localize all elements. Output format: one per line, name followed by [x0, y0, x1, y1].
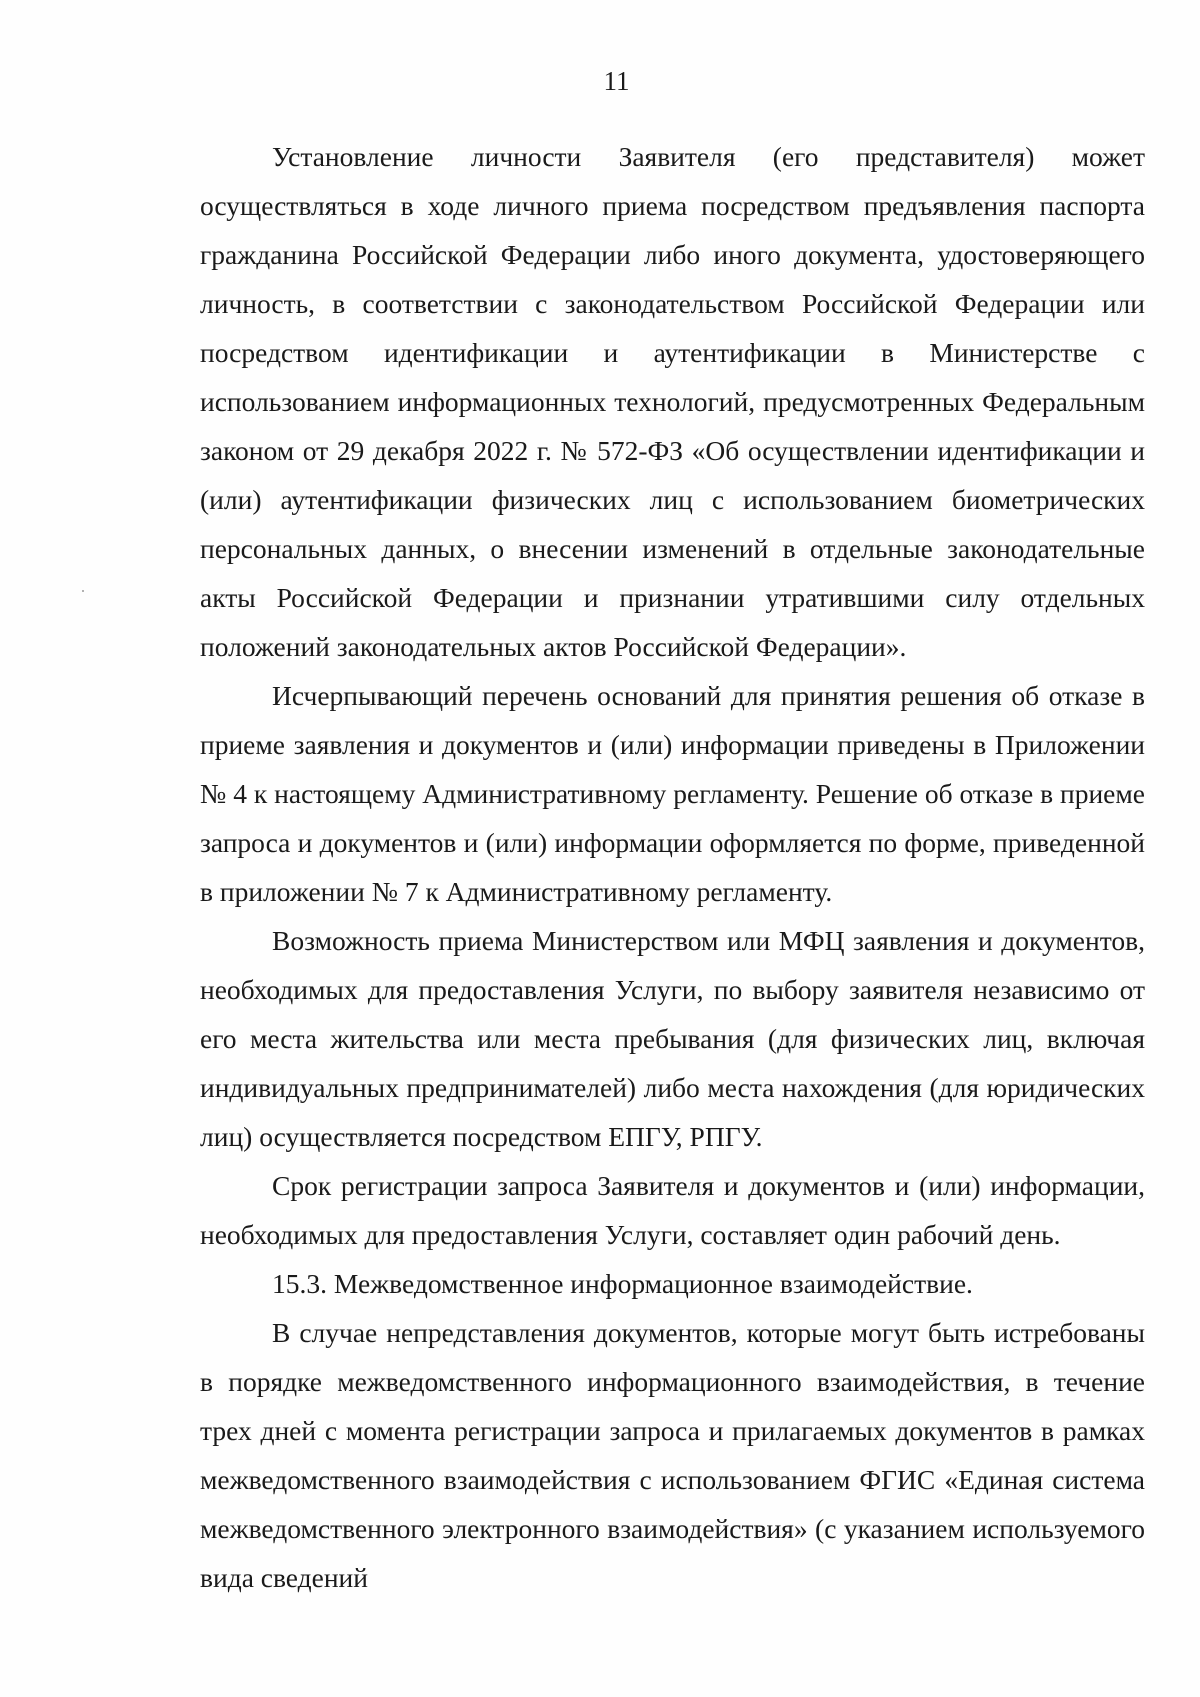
- scan-speck: [82, 590, 84, 592]
- document-body: [200, 132, 1145, 1602]
- paragraph-extraterritorial-acceptance: Возможность приема Министерством или МФЦ заявления и документов, необходимых для предоставления Услуги, по выбору заявителя независимо от его места жительства или места пребывания (для физических лиц, включая индивидуальных предпринимателей) либо места нахождения (для юридических лиц) осуществляется посредством ЕПГУ, РПГУ.: [200, 925, 1145, 1152]
- page-number: 11: [603, 66, 630, 96]
- section-heading-15-3: 15.3. Межведомственное информационное взаимодействие.: [272, 1268, 973, 1299]
- paragraph-registration-term: Срок регистрации запроса Заявителя и документов и (или) информации, необходимых для предоставления Услуги, составляет один рабочий день.: [200, 1170, 1145, 1250]
- paragraph-refusal-grounds: Исчерпывающий перечень оснований для принятия решения об отказе в приеме заявления и документов и (или) информации приведены в Приложении № 4 к настоящему Административному регламенту. Решение об отказе в приеме запроса и документов и (или) информации оформляется по форме, приведенной в приложении № 7 к Административному регламенту.: [200, 680, 1145, 907]
- paragraph-interagency-interaction: В случае непредставления документов, которые могут быть истребованы в порядке межведомственного информационного взаимодействия, в течение трех дней с момента регистрации запроса и прилагаемых документов в рамках межведомственного взаимодействия с использованием ФГИС «Единая система межведомственного электронного взаимодействия» (с указанием используемого вида сведений: [200, 1317, 1145, 1593]
- paragraph-identity-verification: Установление личности Заявителя (его представителя) может осуществляться в ходе личного приема посредством предъявления паспорта гражданина Российской Федерации либо иного документа, удостоверяющего личность, в соответствии с законодательством Российской Федерации или посредством идентификации и аутентификации в Министерстве с использованием информационных технологий, предусмотренных Федеральным законом от 29 декабря 2022 г. № 572-ФЗ «Об осуществлении идентификации и (или) аутентификации физических лиц с использованием биометрических персональных данных, о внесении изменений в отдельные законодательные акты Российской Федерации и признании утратившими силу отдельных положений законодательных актов Российской Федерации».: [200, 141, 1145, 662]
